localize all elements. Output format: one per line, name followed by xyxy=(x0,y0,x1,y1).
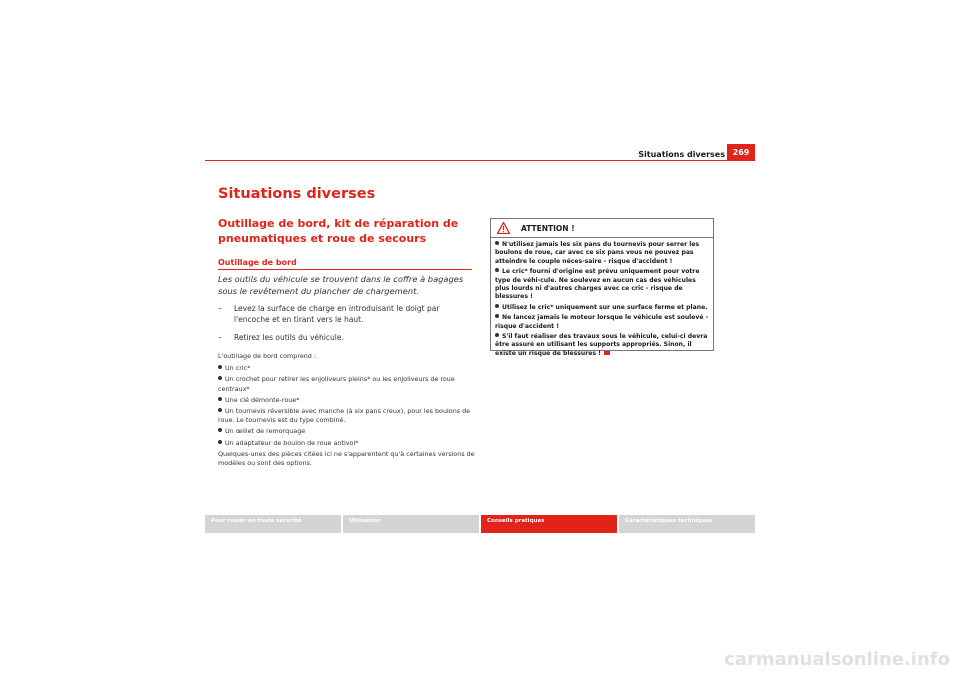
bullet-dot-icon xyxy=(218,428,222,432)
warning-item-text: Le cric* fourni d'origine est prévu uniquement pour votre type de véhi-cule. Ne soulevez en aucun cas des véhicules plus lourds ni d'autres charges avec ce cric - risque de blessures ! xyxy=(495,268,700,301)
warning-item-text: Utilisez le cric* uniquement sur une surface ferme et plane. xyxy=(502,303,708,311)
list-item-text: Un cric* xyxy=(225,364,251,373)
page-number-badge: 269 xyxy=(727,144,755,161)
end-of-section-icon xyxy=(604,351,610,355)
warning-body xyxy=(495,241,711,360)
list-item-text: Un tournevis réversible avec manche (à six pans creux), pour les boulons de roue. Le tournevis est du type combiné. xyxy=(218,407,471,425)
bullet-dot-icon xyxy=(495,314,499,318)
list-item xyxy=(218,439,478,448)
tab-practical-tips[interactable]: Conseils pratiques xyxy=(481,515,617,533)
section-title: Situations diverses xyxy=(218,186,376,202)
bullet-dot-icon xyxy=(218,440,222,444)
intro-text: Les outils du véhicule se trouvent dans le coffre à bagages sous le revêtement du plancher de chargement. xyxy=(218,274,464,296)
bullet-dot-icon xyxy=(495,304,499,308)
warning-header xyxy=(491,219,713,238)
bullet-dot-icon xyxy=(218,397,222,401)
bullet-dot-icon xyxy=(218,376,222,380)
step-text: Retirez les outils du véhicule. xyxy=(234,333,344,342)
header-rule xyxy=(205,160,755,161)
tab-operation[interactable]: Utilisation xyxy=(343,515,479,533)
dash-marker: – xyxy=(218,333,222,342)
contents-lead: L'outillage de bord comprend : xyxy=(218,352,317,360)
running-header-title: Situations diverses xyxy=(638,150,725,159)
list-item-text: Un œillet de remorquage xyxy=(225,427,306,436)
bullet-dot-icon xyxy=(495,268,499,272)
list-item xyxy=(218,407,478,425)
warning-item xyxy=(495,314,711,331)
dash-marker: – xyxy=(218,304,222,313)
bullet-dot-icon xyxy=(218,365,222,369)
tool-contents xyxy=(218,352,478,471)
bullet-dot-icon xyxy=(495,333,499,337)
footer-nav xyxy=(205,515,755,533)
list-item-text: Un crochet pour retirer les enjoliveurs pleins* ou les enjoliveurs de roue centraux* xyxy=(218,375,455,393)
warning-triangle-icon xyxy=(497,222,510,234)
steps-list xyxy=(218,304,476,352)
warning-item xyxy=(495,268,711,302)
tab-technical-data[interactable]: Caractéristiques techniques xyxy=(619,515,755,533)
list-item-text: Un adaptateur de boulon de roue antivol* xyxy=(225,438,359,447)
list-item xyxy=(218,364,478,373)
list-item xyxy=(218,375,478,393)
step-text: Levez la surface de charge en introduisant le doigt par l'encoche et en tirant vers le haut. xyxy=(234,304,440,324)
warning-item-text: S'il faut réaliser des travaux sous le véhicule, celui-ci devra être assuré en utilisant les supports appropriés. Sinon, il existe un risque de blessures ! xyxy=(495,333,708,357)
list-item-text: Une clé démonte-roue* xyxy=(225,395,300,404)
list-item xyxy=(218,427,478,436)
list-item xyxy=(218,396,478,405)
bullet-dot-icon xyxy=(495,241,499,245)
warning-box xyxy=(490,218,714,357)
sub-sub-title: Outillage de bord xyxy=(218,258,472,270)
contents-note: Quelques-unes des pièces citées ici ne s'apparentent qu'à certaines versions de modèles ou sont des options. xyxy=(218,449,475,468)
step-item xyxy=(218,333,476,344)
warning-item xyxy=(495,304,711,312)
sub-title: Outillage de bord, kit de réparation de pneumatiques et roue de secours xyxy=(218,217,459,245)
warning-item-text: Ne lancez jamais le moteur lorsque le véhicule est soulevé - risque d'accident ! xyxy=(495,314,709,330)
watermark: carmanualsonline.info xyxy=(724,649,950,670)
warning-item-text: N'utilisez jamais les six pans du tournevis pour serrer les boulons de roue, car avec ce six pans vous ne pouvez pas atteindre le couple néces-saire - risque d'accident ! xyxy=(495,241,700,265)
step-item xyxy=(218,304,476,325)
warning-title: ATTENTION ! xyxy=(521,224,575,233)
warning-item xyxy=(495,241,711,266)
tab-safety[interactable]: Pour rouler en toute sécurité xyxy=(205,515,341,533)
bullet-dot-icon xyxy=(218,408,222,412)
warning-item xyxy=(495,333,711,358)
